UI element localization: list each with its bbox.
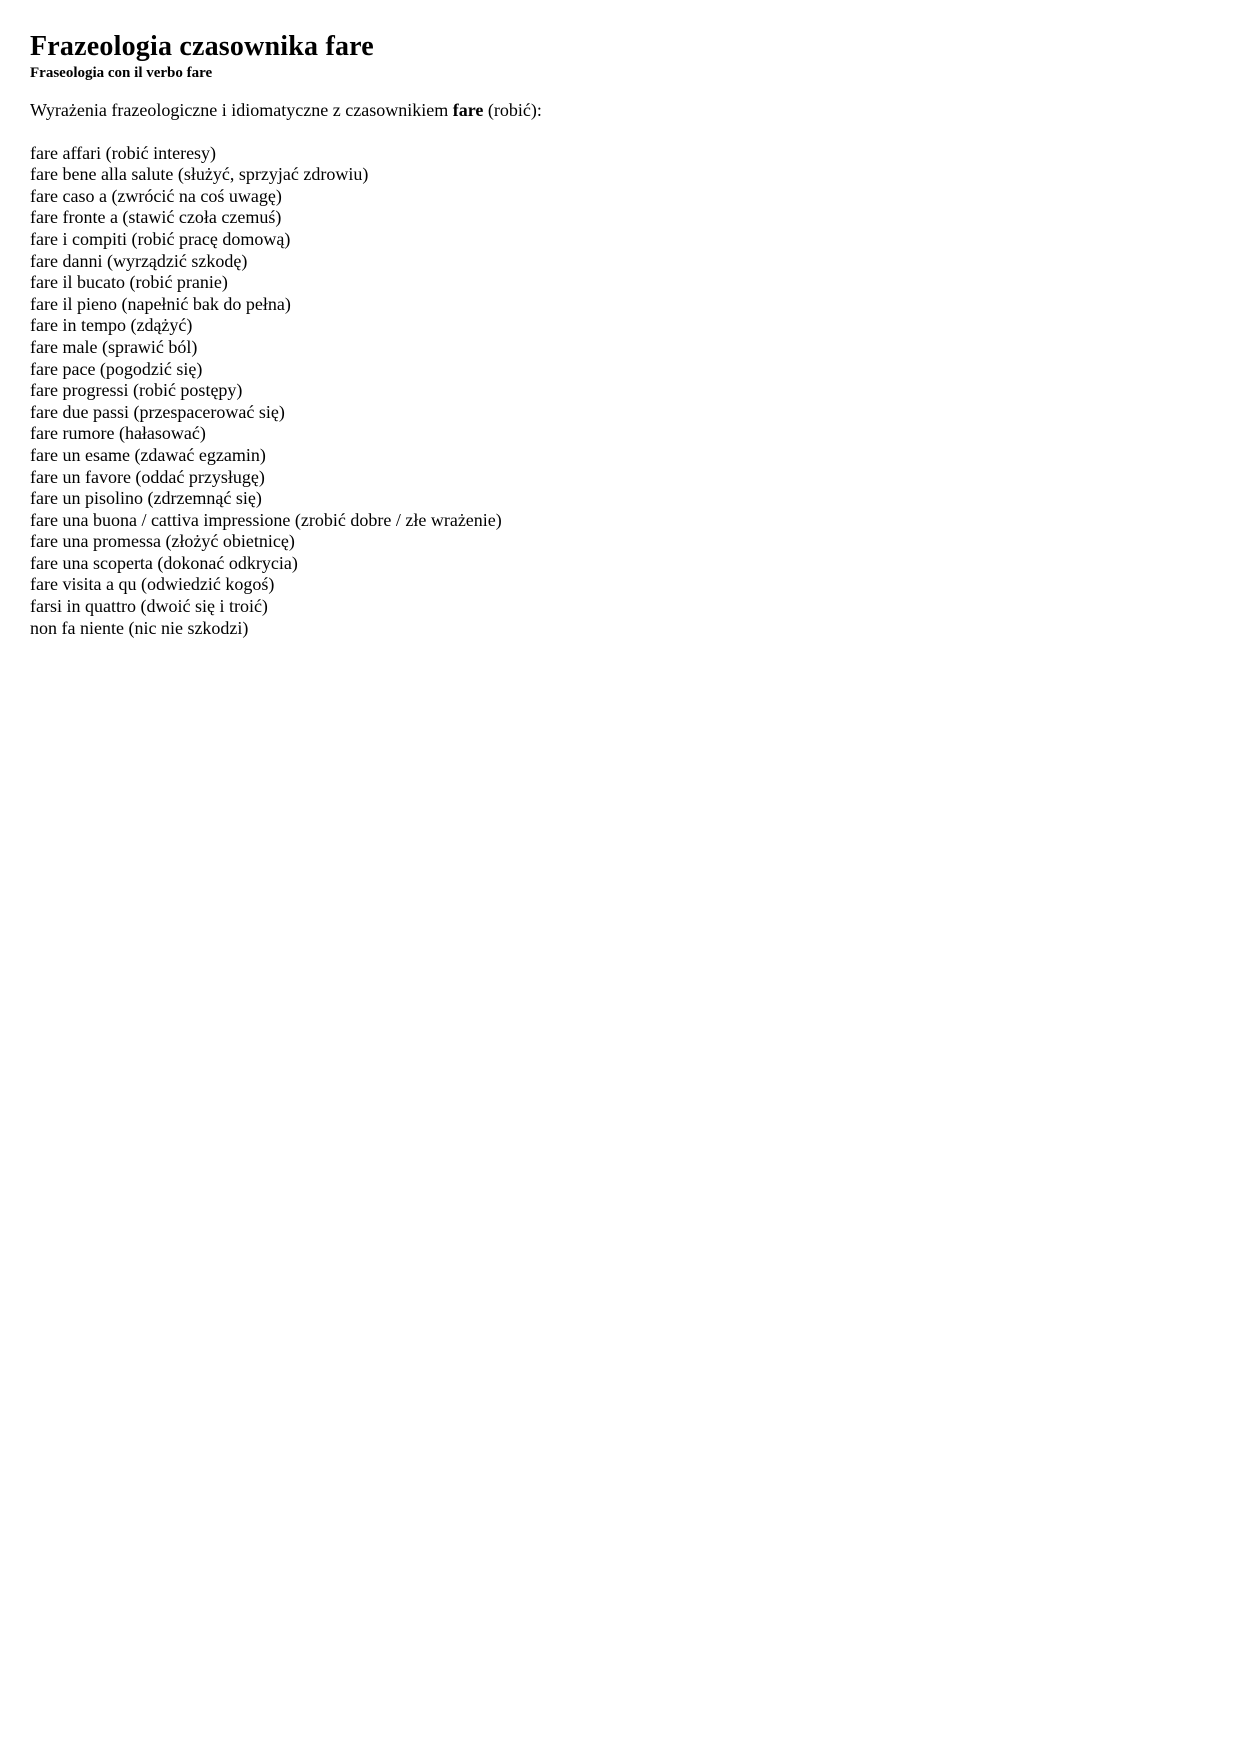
phrase-item: fare bene alla salute (służyć, sprzyjać zdrowiu) [30, 164, 369, 185]
phrase-item: fare rumore (hałasować) [30, 423, 206, 444]
phrase-item: fare caso a (zwrócić na coś uwagę) [30, 185, 282, 206]
phrase-item: fare una scoperta (dokonać odkrycia) [30, 552, 298, 573]
phrase-item: fare male (sprawić ból) [30, 336, 198, 357]
phrase-item: fare un esame (zdawać egzamin) [30, 444, 266, 465]
phrase-item: fare il bucato (robić pranie) [30, 272, 228, 293]
phrase-item: fare una promessa (złożyć obietnicę) [30, 531, 295, 552]
phrase-item: fare progressi (robić postępy) [30, 380, 243, 401]
phrase-list [30, 143, 1210, 640]
phrase-item: fare il pieno (napełnić bak do pełna) [30, 293, 291, 314]
document-title: Frazeologia czasownika fare [30, 31, 374, 62]
phrase-item: fare due passi (przespacerować się) [30, 401, 285, 422]
phrase-item: non fa niente (nic nie szkodzi) [30, 617, 249, 638]
document-subtitle: Fraseologia con il verbo fare [30, 65, 213, 81]
intro-verb: fare [452, 100, 484, 120]
intro-text-after: (robić): [483, 100, 542, 120]
phrase-item: fare affari (robić interesy) [30, 142, 217, 163]
phrase-item: fare un pisolino (zdrzemnąć się) [30, 488, 262, 509]
phrase-item: farsi in quattro (dwoić się i troić) [30, 596, 268, 617]
phrase-item: fare in tempo (zdążyć) [30, 315, 193, 336]
intro-paragraph [30, 100, 1210, 122]
phrase-item: fare pace (pogodzić się) [30, 358, 203, 379]
phrase-item: fare danni (wyrządzić szkodę) [30, 250, 248, 271]
phrase-item: fare visita a qu (odwiedzić kogoś) [30, 574, 275, 595]
intro-text-before: Wyrażenia frazeologiczne i idiomatyczne z czasownikiem [30, 100, 453, 120]
phrase-item: fare i compiti (robić pracę domową) [30, 228, 291, 249]
phrase-item: fare una buona / cattiva impressione (zrobić dobre / złe wrażenie) [30, 509, 502, 530]
phrase-item: fare fronte a (stawić czoła czemuś) [30, 207, 282, 228]
document-page [30, 30, 1210, 639]
phrase-item: fare un favore (oddać przysługę) [30, 466, 265, 487]
